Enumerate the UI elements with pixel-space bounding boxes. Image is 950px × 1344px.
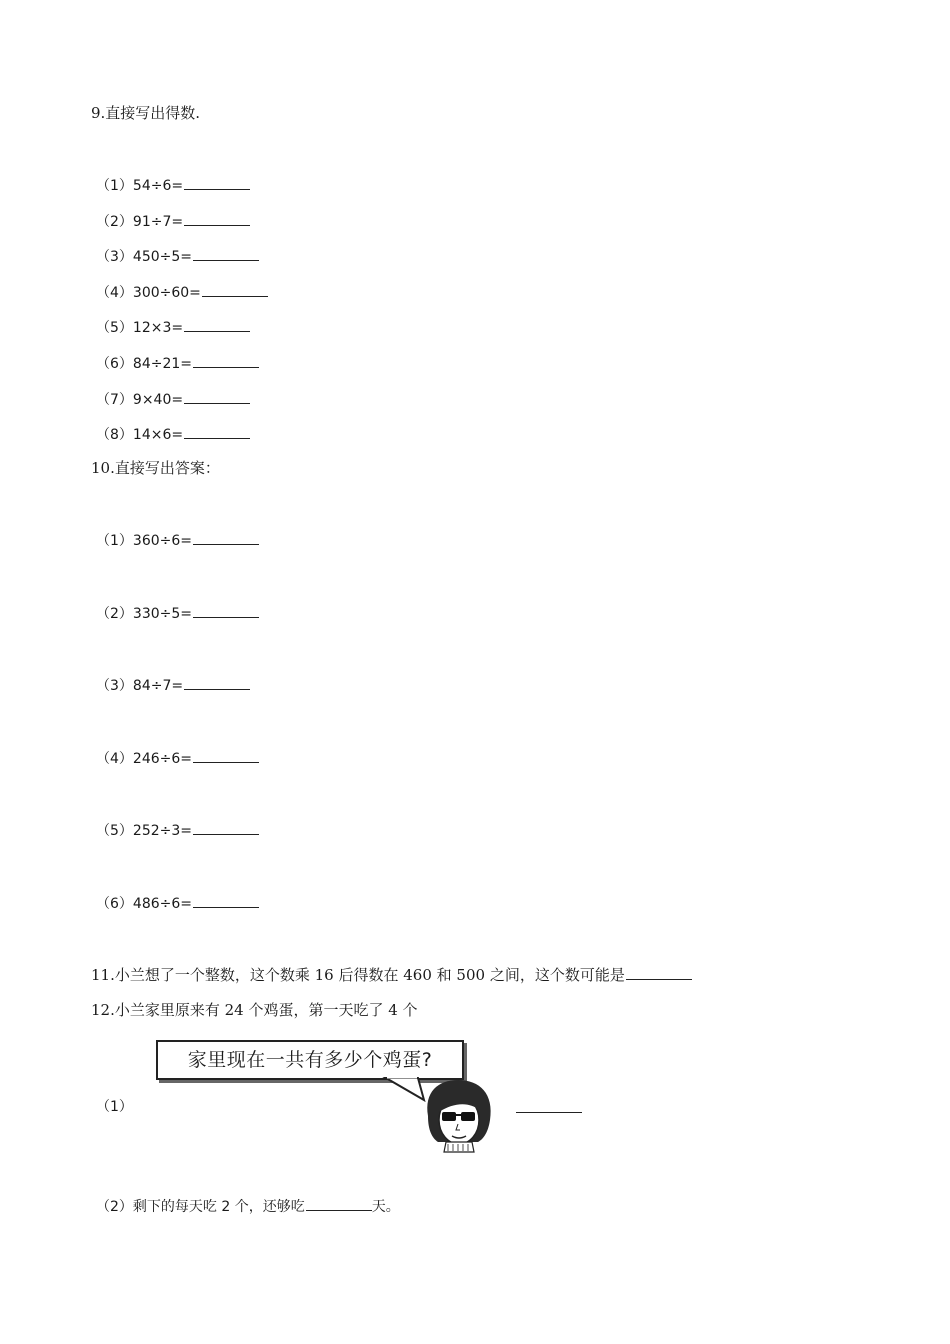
q9-item [96, 246, 259, 267]
q10-item-text: （3）84÷7= [96, 678, 184, 695]
q10-item [96, 893, 259, 914]
q12-sub2 [96, 1196, 400, 1217]
q9-item-text: （1）54÷6= [96, 178, 184, 194]
q9-item [96, 211, 250, 232]
q9-item-text: （6）84÷21= [96, 356, 192, 372]
q10-answer-blank[interactable] [193, 748, 259, 763]
speech-illustration [156, 1040, 496, 1158]
q11-text: 11.小兰想了一个整数，这个数乘 16 后得数在 460 和 500 之间，这个数可能是 [91, 966, 625, 984]
q9-item-text: （4）300÷60= [96, 284, 201, 301]
q10-item-text: （2）330÷5= [96, 605, 192, 622]
q9-item-text: （5）12×3= [96, 320, 184, 337]
q9-answer-blank[interactable] [184, 211, 250, 226]
girl-with-sunglasses-icon [156, 1040, 496, 1158]
q9-item [96, 175, 250, 196]
q9-item [96, 317, 250, 338]
q9-item-text: （3）450÷5= [96, 249, 192, 266]
q9-item [96, 389, 250, 410]
q9-item [96, 353, 259, 374]
q10-answer-blank[interactable] [193, 530, 259, 545]
q9-answer-blank[interactable] [193, 353, 259, 368]
q9-item-text: （2）91÷7= [96, 213, 184, 230]
q10-item-text: （6）486÷6= [96, 896, 192, 912]
q10-title: 10.直接写出答案： [91, 459, 220, 477]
q9-title: 9.直接写出得数. [91, 104, 201, 122]
q10-answer-blank[interactable] [193, 820, 259, 835]
q10-item [96, 530, 259, 551]
q10-answer-blank[interactable] [184, 675, 250, 690]
q12-sub1-label: （1） [96, 1099, 133, 1115]
q9-answer-blank[interactable] [184, 389, 250, 404]
q12-sub2-answer-blank[interactable] [306, 1196, 372, 1211]
q9-item-text: （8）14×6= [96, 427, 184, 444]
q9-answer-blank[interactable] [193, 246, 259, 261]
q10-answer-blank[interactable] [193, 603, 259, 618]
q9-item [96, 424, 250, 445]
q11-answer-blank[interactable] [626, 965, 692, 980]
q9-item [96, 282, 268, 303]
q9-answer-blank[interactable] [184, 175, 250, 190]
q10-item [96, 748, 259, 769]
q9-item-text: （7）9×40= [96, 391, 184, 408]
q11-question [91, 965, 692, 985]
q9-answer-blank[interactable] [184, 424, 250, 439]
q10-answer-blank[interactable] [193, 893, 259, 908]
q10-item [96, 675, 250, 696]
q10-item-text: （5）252÷3= [96, 823, 192, 840]
q10-item-text: （4）246÷6= [96, 750, 192, 767]
q10-item [96, 603, 259, 624]
q12-sub2-text: （2）剩下的每天吃 2 个，还够吃 [96, 1199, 305, 1215]
q10-item-text: （1）360÷6= [96, 533, 192, 549]
q12-title: 12.小兰家里原来有 24 个鸡蛋，第一天吃了 4 个 [91, 1001, 418, 1019]
speech-bubble: 家里现在一共有多少个鸡蛋? [156, 1040, 464, 1080]
q9-answer-blank[interactable] [184, 317, 250, 332]
q10-item [96, 820, 259, 841]
q12-sub1-answer-blank[interactable] [516, 1102, 582, 1113]
q9-answer-blank[interactable] [202, 282, 268, 297]
q12-sub2-suffix: 天。 [371, 1199, 400, 1215]
